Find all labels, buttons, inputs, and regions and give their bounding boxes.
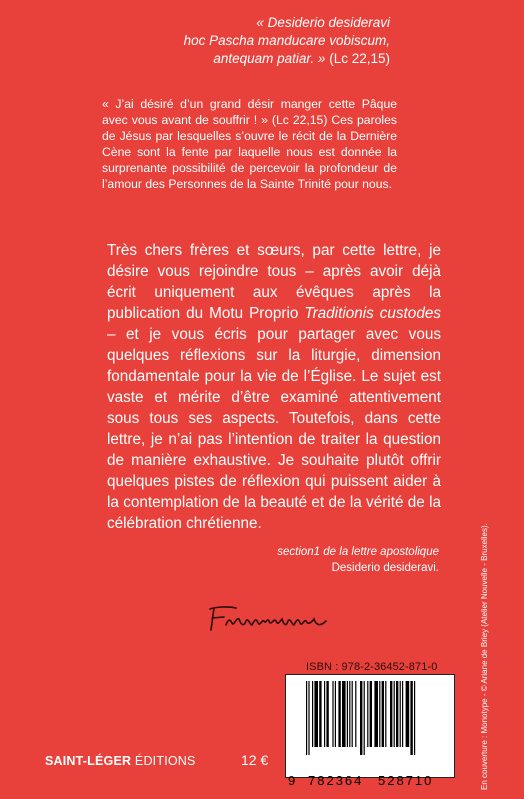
latin-line-3: antequam patiar. » <box>213 51 326 66</box>
isbn-label: ISBN : 978-2-36452-871-0 <box>306 661 438 673</box>
barcode-bar <box>364 681 365 755</box>
barcode-bars <box>298 681 446 755</box>
barcode-bar <box>400 681 401 747</box>
latin-reference: (Lc 22,15) <box>329 51 390 66</box>
publisher-light: ÉDITIONS <box>134 754 196 768</box>
barcode-bar <box>326 681 328 747</box>
barcode-bar <box>370 681 372 747</box>
signature-image <box>206 603 336 633</box>
barcode-bar <box>385 681 386 747</box>
source-citation <box>277 544 439 576</box>
barcode-digits-left: 782364 <box>308 773 364 788</box>
barcode <box>285 674 455 788</box>
french-epigraph: « J’ai désiré d’un grand désir manger cette Pâque avec vous avant de souffrir ! » (Lc 22,15) Ces paroles de Jésus par lesquelles s’ouvre le récit de la Dernière Cène sont la fente par laquelle nous est donnée la surprenante possibilité de percevoir la profondeur de l’amour des Personnes de la Sainte Trinité pour nous. <box>102 97 397 191</box>
barcode-bar <box>324 681 325 747</box>
source-line-2: Desiderio desideravi. <box>331 562 439 574</box>
barcode-bar <box>314 681 318 747</box>
barcode-bar <box>335 681 336 747</box>
barcode-bar <box>352 681 353 747</box>
barcode-bar <box>402 681 403 747</box>
barcode-bar <box>414 681 415 755</box>
barcode-bar <box>355 681 356 747</box>
barcode-bar <box>374 681 378 747</box>
barcode-bar <box>308 681 309 755</box>
barcode-digit-prefix: 9 <box>288 773 296 788</box>
barcode-digits-right: 528710 <box>378 773 434 788</box>
price: 12 € <box>241 752 269 768</box>
barcode-bar <box>410 681 412 755</box>
main-text-part-2: – et je vous écris pour partager avec vous quelques réflexions sur la liturgie, dimension fondamentale pour la vie de l’Église. Le sujet est vaste et mérite d’être examiné attentivement sous tous ses aspects. Toutefois, dans cette lettre, je n’ai pas l’intention de traiter la question de manière exhaustive. Je souhaite plutôt offrir quelques pistes de réflexion qui puissent aider à la contemplation de la beauté et de la vérité de la célébration chrétienne. <box>107 326 441 532</box>
cover-credits: En couverture : Monotype - © Ariane de Briey (Atelier Nouvelle - Bruxelles). <box>480 523 489 790</box>
latin-epigraph <box>60 14 390 68</box>
barcode-bar <box>396 681 398 747</box>
publisher-name <box>45 754 196 768</box>
barcode-bar <box>347 681 348 747</box>
barcode-bar <box>379 681 380 747</box>
barcode-bar <box>319 681 321 747</box>
main-text-italic-title: Traditionis custodes <box>304 305 441 322</box>
barcode-bar <box>312 681 313 747</box>
main-paragraph <box>107 240 441 534</box>
barcode-bar <box>338 681 340 747</box>
barcode-bar <box>406 681 410 747</box>
barcode-bar <box>382 681 384 747</box>
barcode-bar <box>342 681 346 747</box>
barcode-bar <box>360 681 362 755</box>
main-text <box>107 240 441 534</box>
barcode-bar <box>367 681 368 747</box>
barcode-bar <box>390 681 392 747</box>
source-line-1: section1 de la lettre apostolique <box>277 546 439 558</box>
barcode-bar <box>349 681 350 747</box>
latin-line-1: « Desiderio desideravi <box>256 15 390 30</box>
barcode-bar <box>394 681 395 747</box>
publisher-bold: SAINT-LÉGER <box>45 754 132 768</box>
main-text-part-1: Très chers frères et sœurs, par cette lettre, je désire vous rejoindre tous – après avoir déjà écrit uniquement aux évêques après la publication du Motu Proprio <box>107 242 441 322</box>
barcode-bar <box>332 681 333 747</box>
barcode-bar <box>306 681 307 755</box>
latin-line-2: hoc Pascha manducare vobiscum, <box>183 33 390 48</box>
